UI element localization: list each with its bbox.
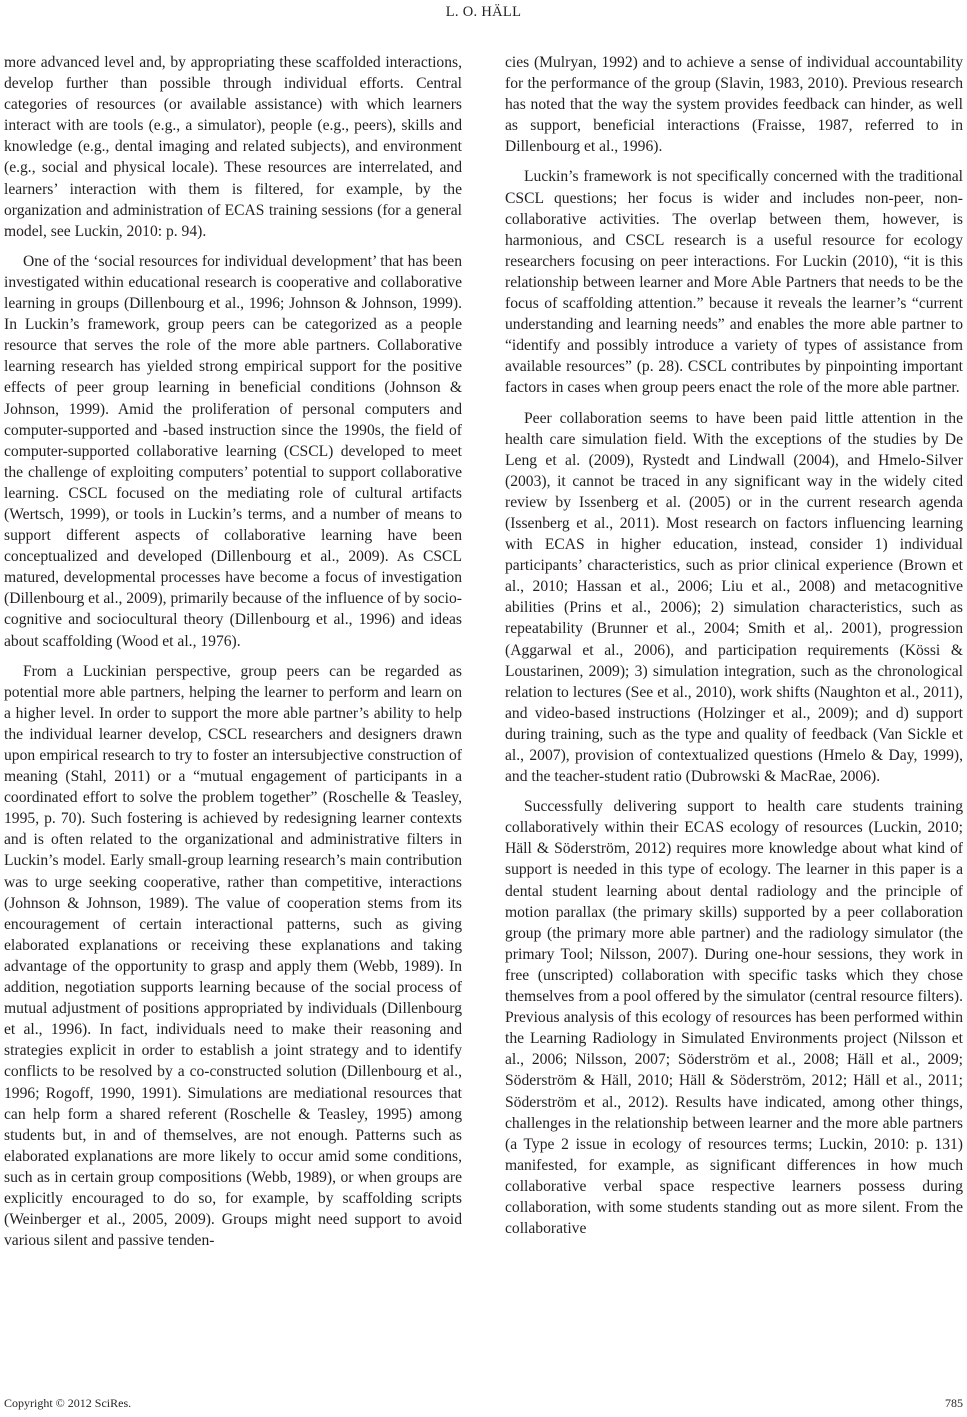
right-column xyxy=(505,52,963,1248)
right-paragraph-2: Luckin’s framework is not specifically concerned with the traditional CSCL questions; her focus is wider and includes non-peer, non-collaborative activities. The overlap between them, however, is harmonious, and CSCL research is a useful resource for ecology researchers focusing on peer interactions. For Luckin (2010), “it is this relationship between learner and More Able Partners that needs to be the focus of scaffolding attention.” because it reveals the learner’s “current understanding and learning needs” and enables the more able partner to “identify and possibly introduce a variety of types of assistance from available resources” (p. 28). CSCL contributes by pinpointing important factors in cases when group peers enact the role of the more able partner. xyxy=(505,168,963,397)
left-column xyxy=(4,52,462,1260)
right-paragraph-1: cies (Mulryan, 1992) and to achieve a sense of individual accountability for the performance of the group (Slavin, 1983, 2010). Previous research has noted that the way the system provides feedback can hinder, as well as support, beneficial interactions (Fraisse, 1987, referred to in Dillenbourg et al., 1996). xyxy=(505,54,963,156)
right-paragraph-4: Successfully delivering support to health care students training collaboratively within their ECAS ecology of resources (Luckin, 2010; Häll & Söderström, 2012) requires more knowledge about what kind of support is needed in this type of ecology. The learner in this paper is a dental student learning about dental radiology and the principle of motion parallax (the primary skills) supported by a peer collaboration group (the primary more able partner) and the radiology simulator (the primary Tool; Nilsson, 2007). During one-hour sessions, they work in free (unscripted) collaboration with specific tasks which they chose themselves from a pool offered by the simulator (central resource filters). Previous analysis of this ecology of resources has been performed within the Learning Radiology in Simulated Environments project (Nilsson et al., 2006; Nilsson, 2007; Söderström et al., 2008; Häll et al., 2009; Söderström & Häll, 2010; Häll & Söderström, 2012; Häll et al., 2011; Söderström et al., 2012). Results have indicated, among other things, challenges in the relationship between learner and the more able partners (a Type 2 issue in ecology of resources terms; Luckin, 2010: p. 131) manifested, for example, as significant differences in how much collaborative verbal space respective learners possess during collaboration, with some students standing out as more silent. From the collaborative xyxy=(505,798,963,1238)
page-number: 785 xyxy=(945,1396,963,1410)
left-paragraph-1: more advanced level and, by appropriating these scaffolded interactions, develop further than possible through individual efforts. Central categories of resources (or available assistance) with which learners interact with are tools (e.g., a simulator), people (e.g., peers), skills and knowledge (e.g., dental imaging and related subjects), and environment (e.g., social and physical locale). These resources are interrelated, and learners’ interaction with them is filtered, for example, by the organization and administration of ECAS training sessions (for a general model, see Luckin, 2010: p. 94). xyxy=(4,54,462,240)
copyright-notice: Copyright © 2012 SciRes. xyxy=(4,1396,132,1410)
left-paragraph-3: From a Luckinian perspective, group peers can be regarded as potential more able partners, helping the learner to perform and learn on a higher level. In order to support the more able partner’s ability to help the individual learner develop, CSCL researchers and designers drawn upon empirical research to try to foster an intersubjective construction of meaning (Stahl, 2011) or a “mutual engagement of participants in a coordinated effort to solve the problem together” (Roschelle & Teasley, 1995, p. 70). Such fostering is achieved by redesigning learner contexts and is often related to the organizational and administrative filters in Luckin’s model. Early small-group learning research’s main contribution was to urge seeking cooperative, rather than competitive, interactions (Johnson & Johnson, 1989). The value of cooperation stems from its encouragement of certain interactional patterns, such as giving elaborated explanations or receiving these explanations and taking advantage of the opportunity to grasp and apply them (Webb, 1989). In addition, negotiation supports learning because of the social process of mutual adjustment of positions appropriated by individuals (Dillenbourg et al., 1996). In fact, individuals need to make their reasoning and strategies explicit in order to establish a joint strategy and to identify conflicts to be resolved by a co-constructed solution (Dillenbourg et al., 1996; Rogoff, 1990, 1991). Simulations are mediational resources that can help form a shared referent (Roschelle & Teasley, 1995) among students but, in and of themselves, are not enough. Patterns such as elaborated explanations are more likely to occur amid some conditions, such as in certain group compositions (Webb, 1989), or when groups are explicitly encouraged to do so, for example, by scaffolding scripts (Weinberger et al., 2005, 2009). Groups might need support to avoid various silent and passive tenden- xyxy=(4,662,462,1250)
running-head: L. O. HÄLL xyxy=(445,4,522,20)
left-paragraph-2: One of the ‘social resources for individual development’ that has been investigated within educational research is cooperative and collaborative learning in groups (Dillenbourg et al., 1996; Johnson & Johnson, 1999). In Luckin’s framework, group peers can be categorized as a people resource that serves the role of the more able partners. Collaborative learning research has yielded strong empirical support for the positive effects of peer group learning in beneficial conditions (Johnson & Johnson, 1999). Amid the proliferation of personal computers and computer-supported and -based instruction since the 1990s, the field of computer-supported collaborative learning (CSCL) developed to meet the challenge of exploiting computers’ potential to support collaborative learning. CSCL focused on the mediating role of cultural artifacts (Wertsch, 1999), or tools in Luckin’s terms, and a number of means to support different aspects of collaborative learning have been conceptualized and developed (Dillenbourg et al., 2009). As CSCL matured, developmental processes have become a focus of investigation (Dillenbourg et al., 2009), primarily because of the influence of by socio-cognitive and sociocultural theory (Dillenbourg et al., 1996) and ideas about scaffolding (Wood et al., 1976). xyxy=(4,252,462,650)
right-paragraph-3: Peer collaboration seems to have been paid little attention in the health care simulation field. With the exceptions of the studies by De Leng et al. (2009), Rystedt and Lindwall (2004), and Hmelo-Silver (2003), it cannot be traced in any significant way in the widely cited review by Issenberg et al. (2005) or in the current research agenda (Issenberg et al., 2011). Most research on factors influencing learning with ECAS in higher education, instead, consider 1) individual participants’ characteristics, such as prior clinical experience (Brown et al., 2010; Hassan et al., 2006; Liu et al., 2008) and metacognitive abilities (Prins et al., 2006); 2) simulation characteristics, such as repeatability (Brunner et al., 2004; Smith et al,. 2001), progression (Aggarwal et al., 2006), and participation requirements (Kössi & Loustarinen, 2009); 3) simulation integration, such as the chronological relation to lectures (See et al., 2010), work shifts (Naughton et al., 2011), and video-based instructions (Holzinger et al., 2009); and d) support during training, such as the type and quality of feedback (Van Sickle et al., 2007), provision of contextualized questions (Hmelo & Day, 1999), and the teacher-student ratio (Dubrowski & MacRae, 2006). xyxy=(505,409,963,786)
